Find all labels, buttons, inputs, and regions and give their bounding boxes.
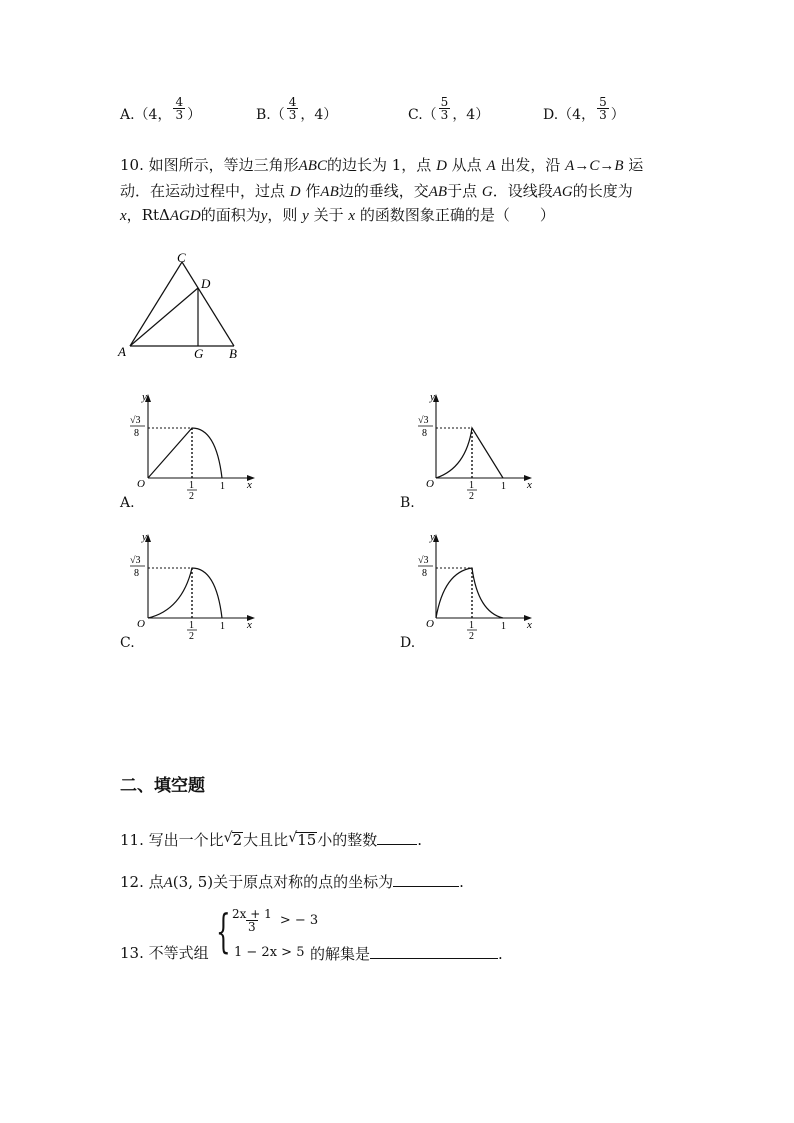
tick-half-den: 2 <box>469 491 474 502</box>
q10-point-d: D <box>289 184 301 200</box>
option-d-den: 3 <box>599 107 607 122</box>
option-b-num: 4 <box>288 94 297 109</box>
q10-text: 的面积为 <box>200 206 261 224</box>
side-cb <box>182 262 234 346</box>
origin-label: O <box>137 478 145 490</box>
option-d-tail: ） <box>610 107 625 123</box>
q10-line-1 <box>120 158 643 174</box>
q10-agd: AGD <box>169 208 201 224</box>
graph-b-svg <box>400 390 550 515</box>
option-c-den: 3 <box>440 107 449 122</box>
tick-one: 1 <box>501 621 506 632</box>
peak-den: 8 <box>134 568 139 579</box>
q13-period: . <box>498 945 503 963</box>
q11-radicand-2: 15 <box>297 831 317 849</box>
q10-text: 于点 <box>447 182 482 200</box>
q9-option-b <box>256 94 338 123</box>
axis-x-label: x <box>527 479 532 491</box>
graph-option-b <box>400 390 550 515</box>
q11-period: . <box>417 831 423 849</box>
q10-line-2 <box>120 184 633 200</box>
tick-half-den: 2 <box>189 631 194 642</box>
q10-var-y: y <box>260 208 268 224</box>
q10-triangle-symbol: Δ <box>159 206 170 224</box>
q9-option-d <box>543 94 625 123</box>
q10-ab: AB <box>320 184 339 200</box>
curve-d <box>436 568 503 618</box>
q12-point: A <box>163 875 173 891</box>
tick-one: 1 <box>220 621 225 632</box>
tick-one: 1 <box>220 481 225 492</box>
q10-text: 10. 如图所示，等边三角形 <box>120 156 299 174</box>
peak-num: √3 <box>418 555 429 566</box>
q11-answer-blank[interactable] <box>377 832 417 845</box>
q13-ineq1-rest: > − 3 <box>279 913 319 928</box>
axis-x-label: x <box>247 479 252 491</box>
option-d-num: 5 <box>599 94 607 109</box>
q10-var-x: x <box>348 208 356 224</box>
q13-ineq-1 <box>228 908 318 933</box>
option-b-tail: ，4） <box>300 107 338 123</box>
label-b: B <box>229 346 237 361</box>
peak-num: √3 <box>130 415 141 426</box>
tick-half-den: 2 <box>189 491 194 502</box>
option-a-num: 4 <box>175 94 184 109</box>
q11-text: 11. 写出一个比 <box>120 831 224 849</box>
q10-point-a: A <box>486 158 496 174</box>
q13-ineq1-num: 2x + 1 <box>232 907 272 921</box>
q13-label: 13. 不等式组 <box>120 944 209 962</box>
graph-b-label: B. <box>400 495 415 511</box>
graph-c-label: C. <box>120 635 135 651</box>
q12-answer-blank[interactable] <box>393 874 459 887</box>
q10-line-3 <box>120 208 555 224</box>
graph-a-svg <box>118 390 268 515</box>
label-g: G <box>194 346 204 361</box>
q10-point-d: D <box>436 158 447 174</box>
segment-ad <box>130 288 198 346</box>
q11-text: 大且比 <box>243 831 289 849</box>
q13-answer-blank[interactable] <box>370 946 498 959</box>
tick-one: 1 <box>501 481 506 492</box>
option-a-den: 3 <box>175 107 184 122</box>
tick-half-den: 2 <box>469 631 474 642</box>
label-d: D <box>201 276 211 291</box>
q12-text: 12. 点 <box>120 873 164 891</box>
q10-point-g: G <box>481 184 493 200</box>
radical-icon: √ <box>288 830 298 846</box>
q9-option-c <box>408 94 490 123</box>
peak-den: 8 <box>422 568 427 579</box>
q10-text: ，则 <box>267 206 303 224</box>
q10-text: 作 <box>300 182 321 200</box>
tick-half-num: 1 <box>189 480 194 491</box>
q10-abc: ABC <box>298 158 327 174</box>
q11-text: 小的整数 <box>317 831 378 849</box>
q13-ineq-2: 1 − 2x > 5 <box>234 945 305 960</box>
q11-sqrt-15 <box>288 832 317 849</box>
triangle-figure <box>112 248 252 364</box>
q12-period: . <box>459 873 464 891</box>
q10-text: 的边长为 1，点 <box>326 156 437 174</box>
q10-text: 关于 <box>308 206 349 224</box>
graph-d-label: D. <box>400 635 416 651</box>
q11-sqrt-2 <box>224 832 244 849</box>
label-a: A <box>118 344 126 359</box>
peak-num: √3 <box>130 555 141 566</box>
q10-rt: Rt <box>141 206 160 224</box>
q10-text: 出发，沿 <box>495 156 566 174</box>
q9-option-a <box>120 94 202 123</box>
q11-radicand-1: 2 <box>232 831 243 849</box>
radical-icon: √ <box>223 830 233 846</box>
peak-den: 8 <box>134 428 139 439</box>
q10-text: 运 <box>623 156 644 174</box>
peak-num: √3 <box>418 415 429 426</box>
q10-var-y: y <box>302 208 309 224</box>
q13-ineq1-den: 3 <box>248 920 256 934</box>
q10-var-x: x <box>120 208 127 224</box>
tick-half-num: 1 <box>469 620 474 631</box>
graph-option-d <box>400 530 550 655</box>
peak-den: 8 <box>422 428 427 439</box>
curve-c <box>148 568 222 618</box>
q10-text: 从点 <box>446 156 487 174</box>
option-b-label: B.（ <box>256 107 285 123</box>
q10-text: 的函数图象正确的是（ ） <box>355 206 555 224</box>
graph-d-svg <box>400 530 550 655</box>
origin-label: O <box>426 618 434 630</box>
graph-c-svg <box>118 530 268 655</box>
q12-text: 关于原点对称的点的坐标为 <box>213 873 394 891</box>
graph-option-c <box>118 530 268 655</box>
q10-text: 的长度为 <box>572 182 633 200</box>
option-d-label: D.（4， <box>543 107 596 123</box>
q12-coords: (3, 5) <box>172 873 214 891</box>
axis-y-label: y <box>430 391 435 403</box>
option-c-label: C.（ <box>408 107 437 123</box>
origin-label: O <box>137 618 145 630</box>
graph-option-a <box>118 390 268 515</box>
q10-text: ， <box>126 206 142 224</box>
curve-b <box>436 428 503 478</box>
option-c-tail: ，4） <box>452 107 490 123</box>
axis-x-label: x <box>247 619 252 631</box>
q10-ab: AB <box>428 184 448 200</box>
q10-text: ．设线段 <box>492 182 553 200</box>
q10-ag: AG <box>552 184 573 200</box>
graph-a-label: A. <box>120 495 135 511</box>
q11 <box>120 832 422 849</box>
q10-path: A→C→B <box>565 158 624 174</box>
axis-y-label: y <box>430 531 435 543</box>
q13-system-brace: { <box>216 904 231 958</box>
curve-a <box>148 428 222 478</box>
q10-text: 边的垂线，交 <box>338 182 429 200</box>
q12 <box>120 874 464 891</box>
section-title: 二、填空题 <box>120 776 205 796</box>
tick-half-num: 1 <box>189 620 194 631</box>
option-a-tail: ） <box>187 107 202 123</box>
q13-text: 的解集是 <box>310 945 371 963</box>
label-c: C <box>177 250 186 265</box>
option-a-label: A.（4， <box>120 107 172 123</box>
q10-text: 动．在运动过程中，过点 <box>120 182 290 200</box>
q13-ineq1-frac <box>230 908 274 933</box>
axis-y-label: y <box>142 531 147 543</box>
side-ac <box>130 262 182 346</box>
axis-y-label: y <box>142 391 147 403</box>
option-c-num: 5 <box>440 94 449 109</box>
q13-tail <box>310 946 503 962</box>
origin-label: O <box>426 478 434 490</box>
option-b-den: 3 <box>288 107 297 122</box>
tick-half-num: 1 <box>469 480 474 491</box>
axis-x-label: x <box>527 619 532 631</box>
